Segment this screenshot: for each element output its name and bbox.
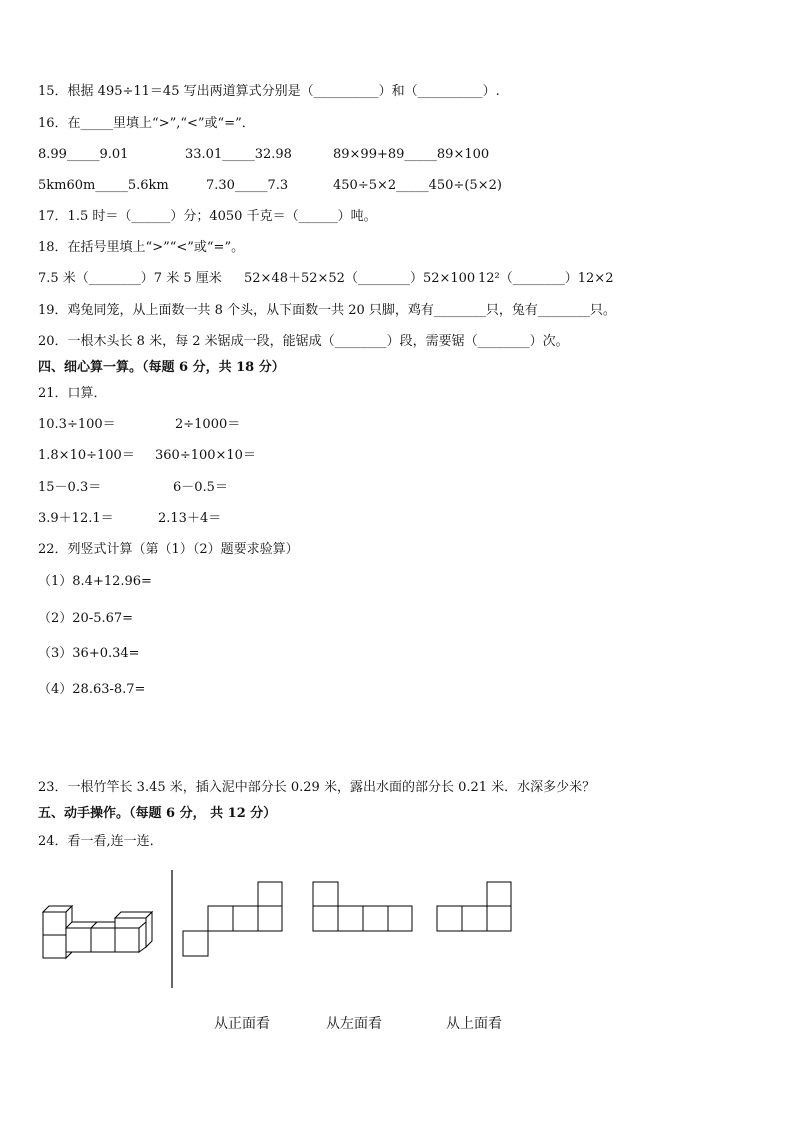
q21-calc: 2.13＋4＝ <box>158 511 222 526</box>
question-21-title: 21．口算． <box>38 386 107 401</box>
q21-calc: 2÷1000＝ <box>175 417 241 432</box>
view-shape-1 <box>183 882 282 956</box>
q22-item: （3）36+0.34= <box>38 646 140 661</box>
question-15: 15．根据 495÷11＝45 写出两道算式分别是（__________）和（__________）. <box>38 84 500 99</box>
q16-item-4: 5km60m_____5.6km <box>38 178 169 193</box>
q16-item-3: 89×99+89_____89×100 <box>333 147 490 162</box>
question-23: 23．一根竹竿长 3.45 米，插入泥中部分长 0.29 米，露出水面的部分长 0.21 米．水深多少米？ <box>38 780 596 795</box>
caption-left-view: 从左面看 <box>326 1016 382 1032</box>
q18-item-3: 12²（________）12×2 <box>478 271 614 286</box>
question-19: 19．鸡兔同笼，从上面数一共 8 个头，从下面数一共 20 只脚，鸡有________只，兔有________只。 <box>38 303 616 318</box>
q21-calc: 10.3÷100＝ <box>38 417 116 432</box>
view-shape-2 <box>313 882 412 931</box>
q22-item: （2）20-5.67= <box>38 611 134 626</box>
question-18-title: 18．在括号里填上“>”“<”或“=”。 <box>38 240 245 255</box>
q18-item-1: 7.5 米（________）7 米 5 厘米 <box>38 271 222 286</box>
view-shape-3 <box>437 882 511 931</box>
section-5-heading: 五、动手操作。（每题 6 分， 共 12 分） <box>38 806 277 821</box>
q16-item-5: 7.30_____7.3 <box>206 178 289 193</box>
question-20: 20．一根木头长 8 米，每 2 米锯成一段，能锯成（________）段，需要锯（________）次。 <box>38 334 569 349</box>
caption-front-view: 从正面看 <box>214 1016 270 1032</box>
q22-item: （4）28.63-8.7= <box>38 682 146 697</box>
q22-item: （1）8.4+12.96= <box>38 574 152 589</box>
caption-top-view: 从上面看 <box>446 1016 502 1032</box>
question-17: 17．1.5 时＝（______）分；4050 千克＝（______）吨。 <box>38 209 377 224</box>
section-4-heading: 四、细心算一算。（每题 6 分，共 18 分） <box>38 360 285 375</box>
question-16-title: 16．在_____里填上“>”,“<”或“=”． <box>38 116 255 131</box>
q18-item-2: 52×48＋52×52（________）52×100 <box>244 271 476 286</box>
question-22-title: 22．列竖式计算（第（1）（2）题要求验算） <box>38 542 299 557</box>
q21-calc: 360÷100×10＝ <box>155 448 256 463</box>
q21-calc: 6－0.5＝ <box>173 480 228 495</box>
q21-calc: 3.9＋12.1＝ <box>38 511 114 526</box>
q21-calc: 15－0.3＝ <box>38 480 102 495</box>
cube-arrangement-figure <box>43 906 152 958</box>
q16-item-2: 33.01_____32.98 <box>185 147 292 162</box>
question-24-title: 24．看一看,连一连． <box>38 834 163 849</box>
q21-calc: 1.8×10÷100＝ <box>38 448 135 463</box>
q16-item-6: 450÷5×2_____450÷(5×2) <box>333 178 502 193</box>
q16-item-1: 8.99_____9.01 <box>38 147 129 162</box>
